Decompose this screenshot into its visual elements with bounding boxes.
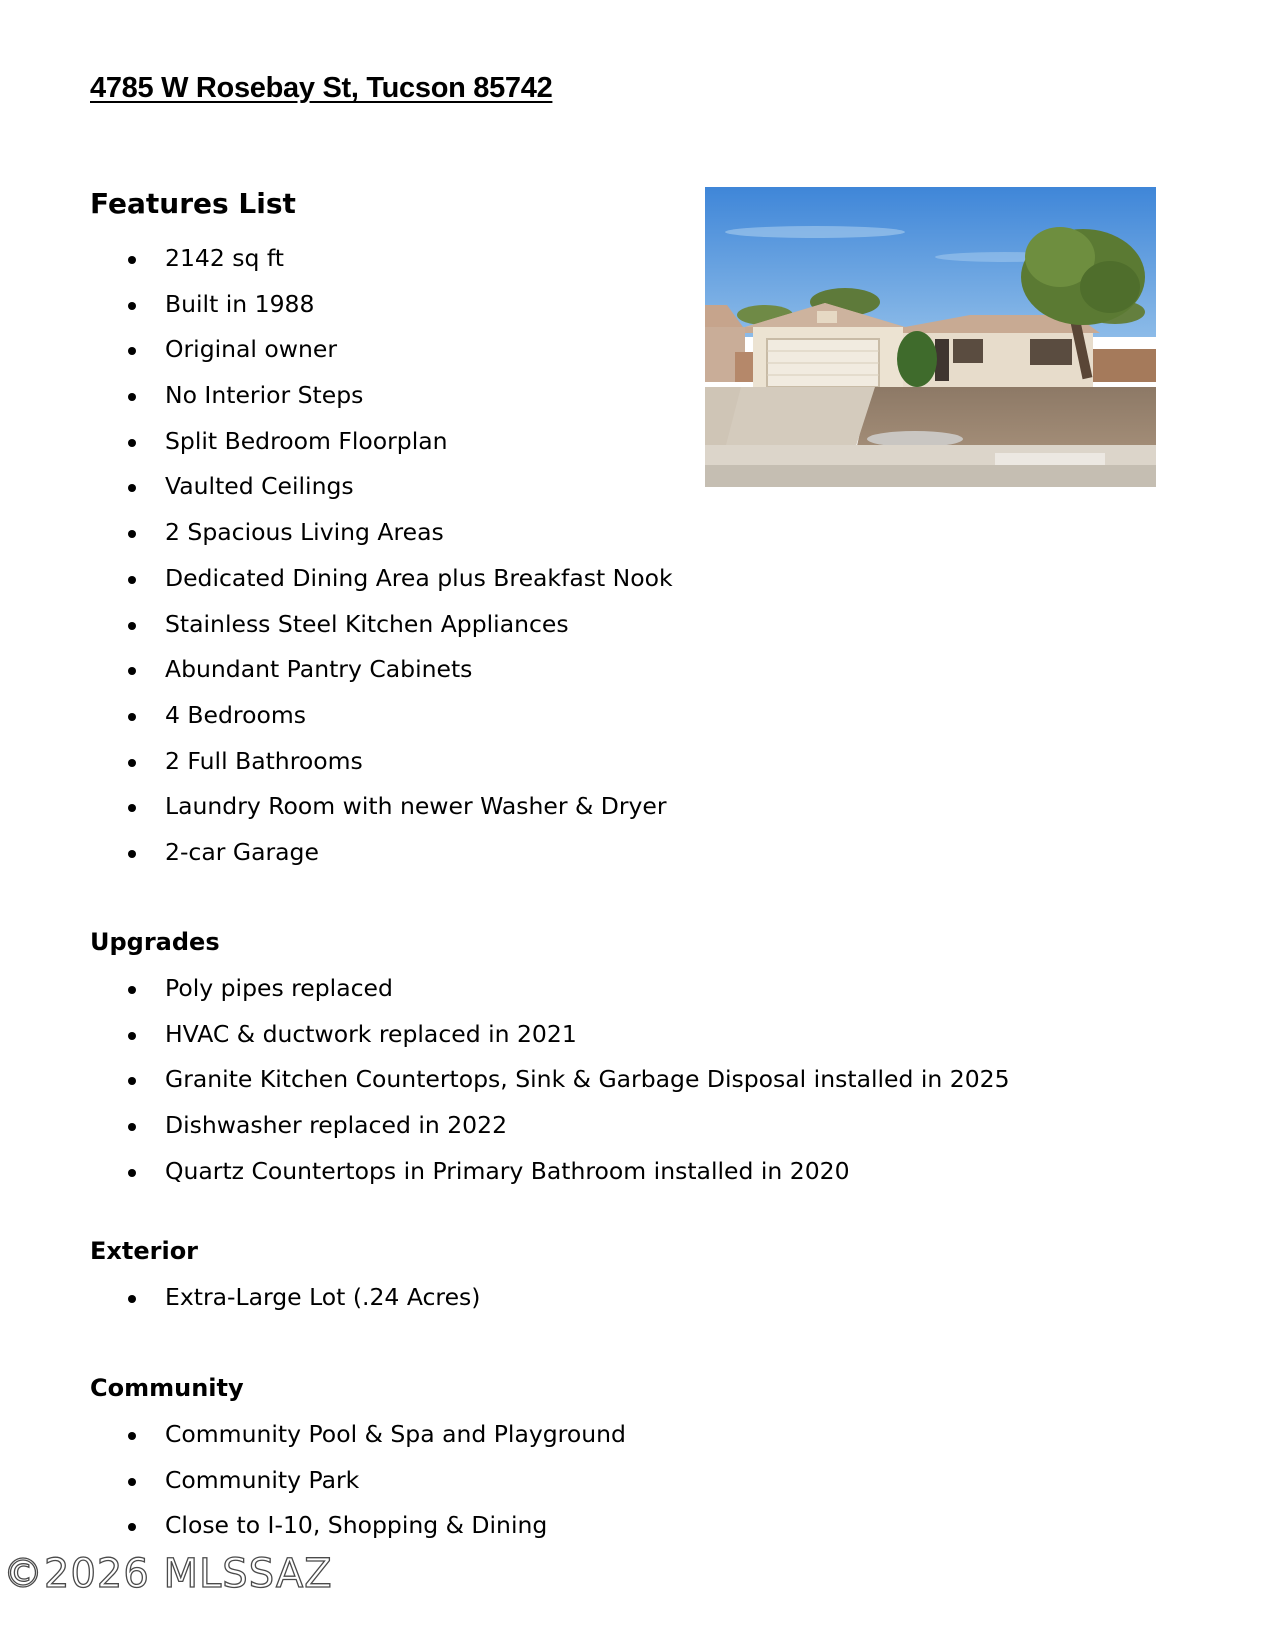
list-item [90,1112,1190,1158]
section-upgrades [90,928,1190,1203]
list-item-text: No Interior Steps [165,381,364,410]
section-exterior [90,1237,1190,1330]
bullet-dot [128,759,136,767]
list-item [90,428,1190,474]
list-item-text: Vaulted Ceilings [165,472,354,501]
bullet-dot [128,393,136,401]
watermark: ©2026 MLSSAZ [3,1551,333,1597]
list-item-text: Laundry Room with newer Washer & Dryer [165,792,667,821]
list-item [90,656,1190,702]
exterior-list [90,1284,1190,1330]
list-item-text: HVAC & ductwork replaced in 2021 [165,1019,577,1048]
bullet-dot [128,256,136,264]
bullet-dot [128,1032,136,1040]
bullet-dot [128,1478,136,1486]
list-item-text: 2 Full Bathrooms [165,746,363,775]
list-item-text: Built in 1988 [165,289,315,318]
section-heading: Features List [90,187,296,220]
bullet-dot [128,804,136,812]
bullet-dot [128,1123,136,1131]
section-heading: Community [90,1374,244,1402]
section-community [90,1374,1190,1558]
bullet-dot [128,347,136,355]
bullet-dot [128,302,136,310]
list-item [90,1284,1190,1330]
list-item-text: Original owner [165,335,338,364]
list-item-text: 2142 sq ft [165,244,284,272]
bullet-dot [128,622,136,630]
bullet-dot [128,576,136,584]
list-item [90,1421,1190,1467]
list-item [90,748,1190,794]
bullet-dot [128,986,136,994]
list-item [90,291,1190,337]
list-item [90,565,1190,611]
list-item-text: Quartz Countertops in Primary Bathroom installed in 2020 [165,1156,850,1185]
bullet-dot [128,1169,136,1177]
list-item-text: 2 Spacious Living Areas [165,518,444,547]
list-item-text: Community Pool & Spa and Playground [165,1420,626,1448]
bullet-dot [128,1523,136,1531]
list-item-text: Split Bedroom Floorplan [165,426,448,455]
section-features [90,188,1190,885]
section-heading: Exterior [90,1237,199,1265]
list-item-text: Extra-Large Lot (.24 Acres) [165,1283,481,1311]
list-item-text: Stainless Steel Kitchen Appliances [165,609,569,638]
section-heading: Upgrades [90,928,220,956]
bullet-dot [128,850,136,858]
list-item-text: 4 Bedrooms [165,700,306,729]
list-item-text: Dishwasher replaced in 2022 [165,1111,508,1140]
list-item [90,1021,1190,1067]
list-item [90,1158,1190,1204]
bullet-dot [128,1432,136,1440]
bullet-dot [128,667,136,675]
list-item [90,245,1190,291]
list-item [90,382,1190,428]
page-title: 4785 W Rosebay St, Tucson 85742 [90,72,553,104]
upgrades-list [90,975,1190,1203]
community-list [90,1421,1190,1558]
bullet-dot [128,1295,136,1303]
list-item [90,839,1190,885]
list-item-text: Dedicated Dining Area plus Breakfast Nook [165,563,673,592]
list-item [90,702,1190,748]
list-item [90,611,1190,657]
list-item [90,793,1190,839]
list-item [90,473,1190,519]
list-item [90,975,1190,1021]
bullet-dot [128,439,136,447]
list-item-text: Abundant Pantry Cabinets [165,655,473,684]
list-item-text: Poly pipes replaced [165,974,393,1002]
list-item [90,336,1190,382]
list-item [90,1467,1190,1513]
bullet-dot [128,1077,136,1085]
bullet-dot [128,713,136,721]
list-item-text: Close to I-10, Shopping & Dining [165,1511,548,1540]
features-list [90,245,1190,885]
list-item-text: Community Park [165,1465,360,1494]
bullet-dot [128,530,136,538]
list-item-text: Granite Kitchen Countertops, Sink & Garbage Disposal installed in 2025 [165,1065,1010,1094]
list-item-text: 2-car Garage [165,837,319,866]
list-item [90,519,1190,565]
bullet-dot [128,484,136,492]
list-item [90,1066,1190,1112]
